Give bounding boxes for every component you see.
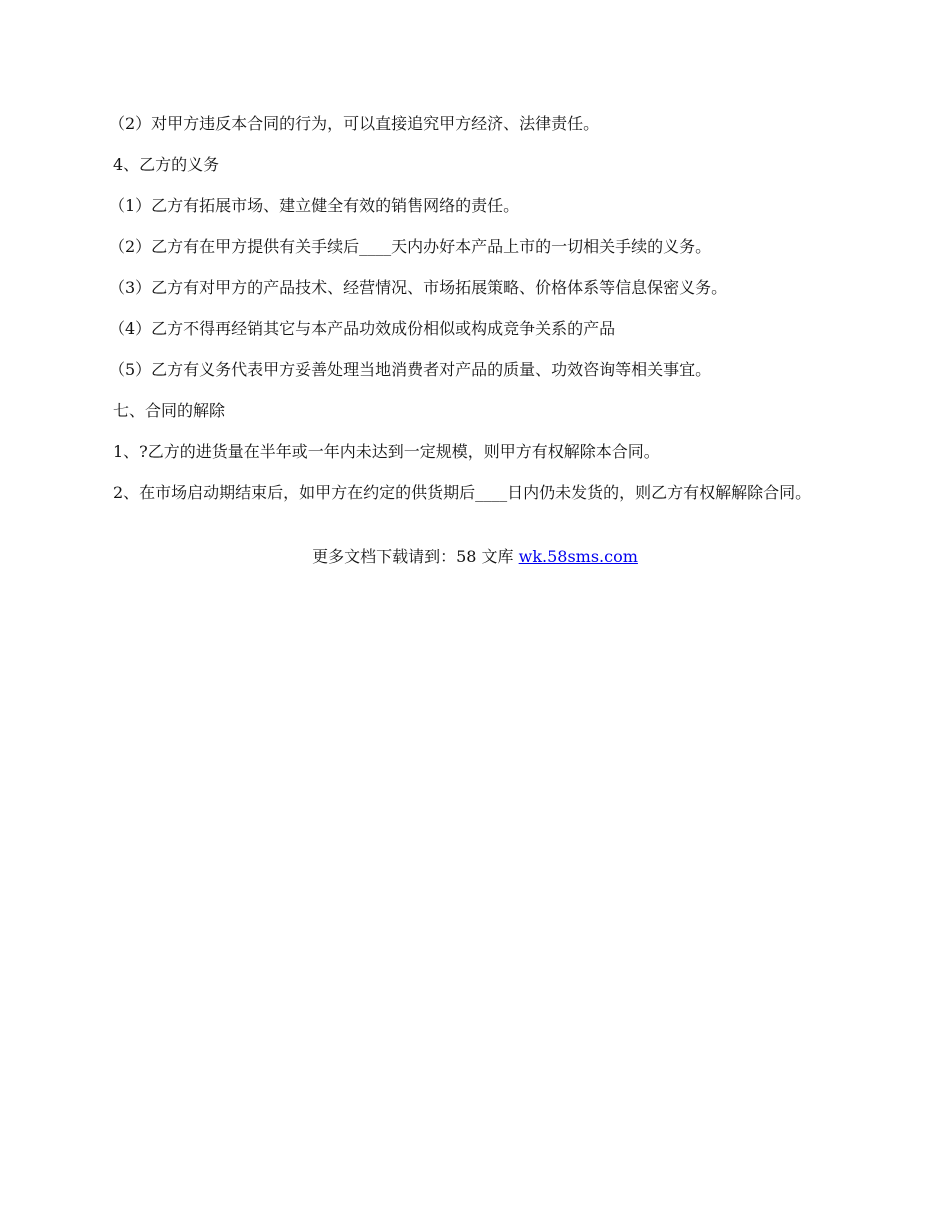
paragraph-termination-2: 2、在市场启动期结束后，如甲方在约定的供货期后____日内仍未发货的，则乙方有权解解除合同。 [113, 483, 812, 502]
heading-party-b-obligations: 4、乙方的义务 [113, 155, 220, 174]
footer-link[interactable]: wk.58sms.com [518, 547, 638, 566]
footer-download-note [0, 545, 950, 569]
heading-contract-termination: 七、合同的解除 [113, 401, 226, 420]
paragraph-termination-1: 1、?乙方的进货量在半年或一年内未达到一定规模，则甲方有权解除本合同。 [113, 442, 660, 461]
paragraph-obligation-4: （4）乙方不得再经销其它与本产品功效成份相似或构成竞争关系的产品 [109, 319, 616, 338]
paragraph-obligation-2: （2）乙方有在甲方提供有关手续后____天内办好本产品上市的一切相关手续的义务。 [109, 237, 712, 256]
paragraph-obligation-3: （3）乙方有对甲方的产品技术、经营情况、市场拓展策略、价格体系等信息保密义务。 [109, 278, 728, 297]
document-body [109, 112, 838, 517]
footer-text: 更多文档下载请到：58 文库 [312, 547, 519, 566]
paragraph-obligation-1: （1）乙方有拓展市场、建立健全有效的销售网络的责任。 [109, 196, 520, 215]
paragraph-clause-2: （2）对甲方违反本合同的行为，可以直接追究甲方经济、法律责任。 [109, 114, 600, 133]
paragraph-obligation-5: （5）乙方有义务代表甲方妥善处理当地消费者对产品的质量、功效咨询等相关事宜。 [109, 360, 712, 379]
